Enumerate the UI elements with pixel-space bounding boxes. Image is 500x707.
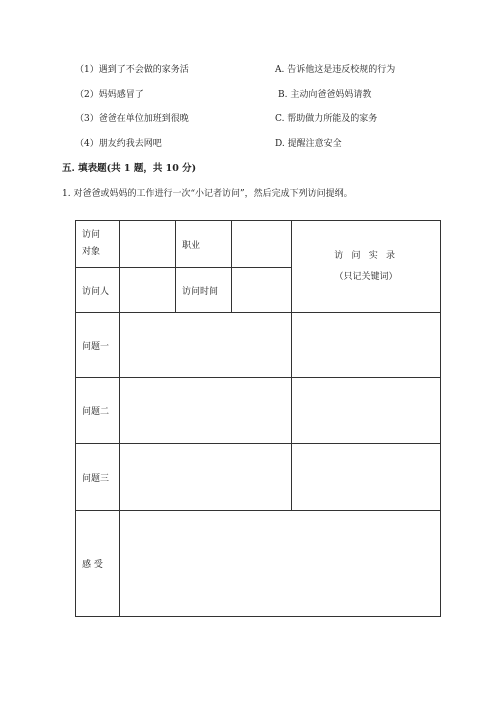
option-left-3: （3）爸爸在单位加班到很晚 (75, 114, 189, 124)
question-3-input-cell[interactable] (120, 444, 292, 511)
option-right-d: D. 提醒注意安全 (275, 139, 342, 149)
feelings-label: 感 受 (76, 511, 120, 617)
interviewee-label-cell (76, 221, 120, 268)
interview-record-header (292, 221, 441, 313)
interviewee-label-line1: 访问 (82, 230, 101, 240)
question-text: 1. 对爸爸或妈妈的工作进行一次“小记者访问”，然后完成下列访问提纲。 (62, 189, 353, 199)
option-left-4: （4）朋友约我去网吧 (75, 139, 162, 149)
record-title: 访 问 实 录 (334, 250, 398, 261)
option-left-1: （1）遇到了不会做的家务活 (75, 65, 189, 75)
occupation-input-cell[interactable] (232, 221, 292, 268)
option-right-a: A. 告诉他这是违反校规的行为 (275, 65, 396, 75)
question-3-record-cell[interactable] (292, 444, 441, 511)
interview-time-label: 访问时间 (176, 268, 232, 313)
question-1-input-cell[interactable] (120, 313, 292, 378)
interviewer-label: 访问人 (76, 268, 120, 313)
question-2-record-cell[interactable] (292, 378, 441, 444)
interview-form-table (75, 220, 441, 617)
feelings-input-cell[interactable] (120, 511, 441, 617)
section-title: 五. 填表题(共 1 题，共 10 分) (62, 163, 197, 174)
interviewee-input-cell[interactable] (120, 221, 176, 268)
option-left-2: （2）妈妈感冒了 (75, 90, 144, 100)
record-note: （只记关键词） (334, 271, 398, 282)
question-1-label: 问题一 (76, 313, 120, 378)
question-2-input-cell[interactable] (120, 378, 292, 444)
option-right-b: B. 主动向爸爸妈妈请教 (278, 90, 372, 100)
interview-time-input-cell[interactable] (232, 268, 292, 313)
question-2-label: 问题二 (76, 378, 120, 444)
question-3-label: 问题三 (76, 444, 120, 511)
occupation-label: 职业 (176, 221, 232, 268)
interviewer-input-cell[interactable] (120, 268, 176, 313)
question-1-record-cell[interactable] (292, 313, 441, 378)
option-right-c: C. 帮助做力所能及的家务 (275, 114, 378, 124)
interviewee-label-line2: 对象 (82, 247, 101, 257)
